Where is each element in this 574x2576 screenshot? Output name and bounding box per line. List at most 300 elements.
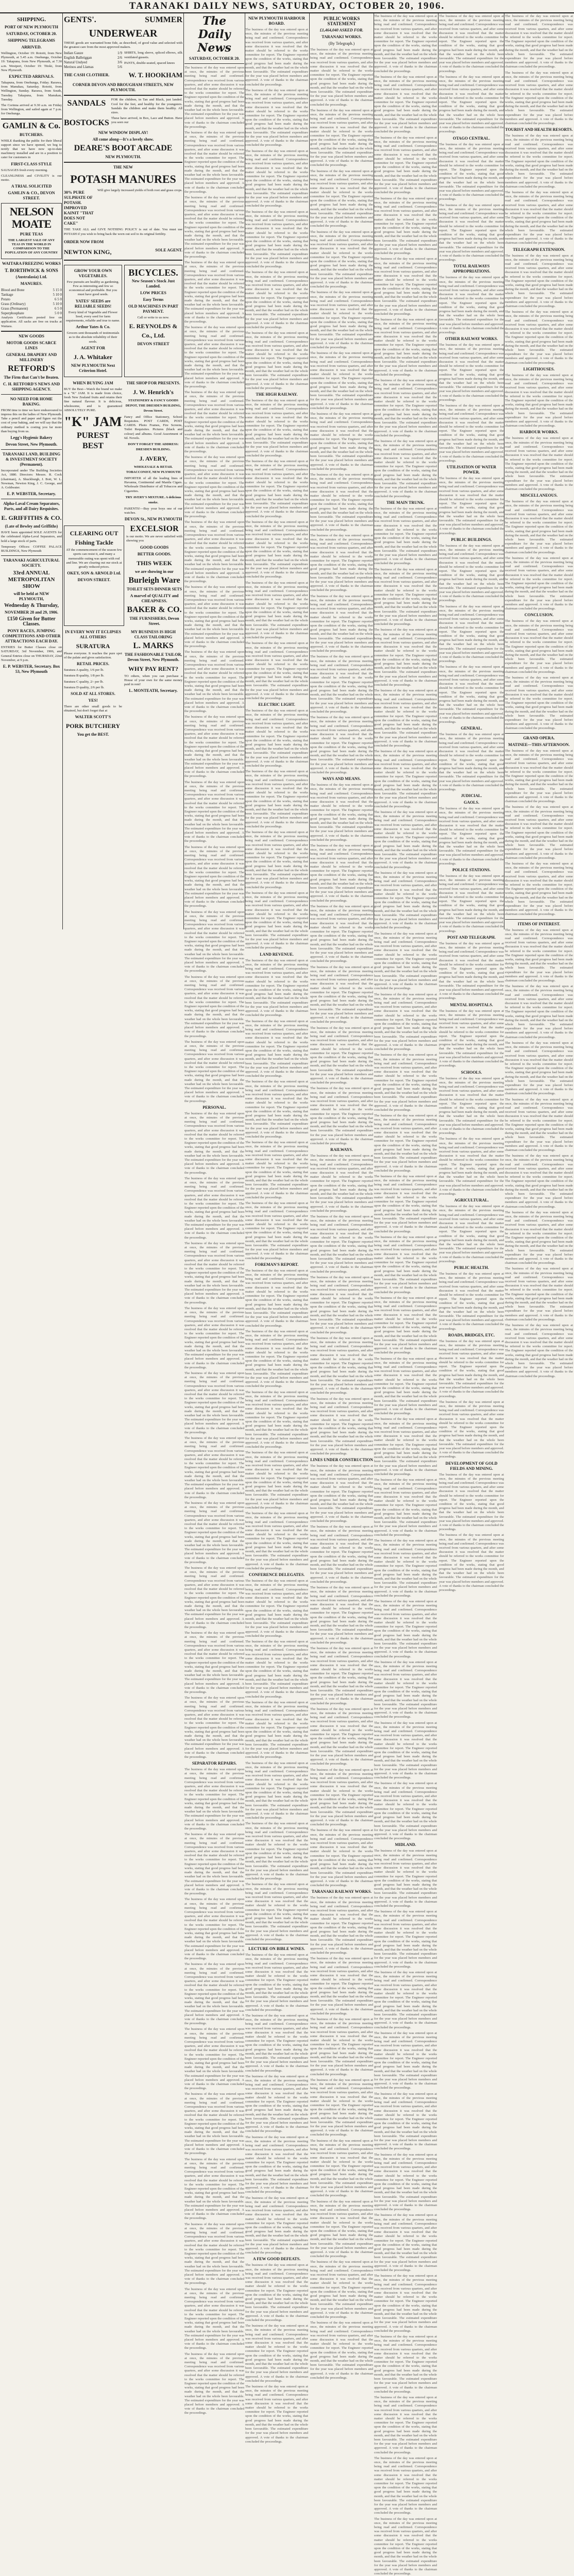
article-paragraph: The business of the day was entered upon at once, the minutes of the previous meeting being read and confirmed. Correspondence was received from various quarters, and after some discussion it was resolved that the matter should be referred to the works committee for report. The Engineer reported upon the condition of the works, stating that good progress had been made during the month, and that the weather had on the whole been favourable. The estimated expenditure for the year was placed before members and approved. A vote of thanks to the chairman concluded the proceedings.	[505, 1267, 573, 1321]
article-body	[245, 1579, 308, 1942]
article-paragraph: The business of the day was entered upon at once, the minutes of the previous meeting being read and confirmed. Correspondence was received from various quarters, and after some discussion it was resolved that the matter should be referred to the works committee for report. The Engineer reported upon the condition of the works, stating that good progress had been made during the month, and that the weather had on the whole been favourable. The estimated expenditure for the year was placed before members and approved. A vote of thanks to the chairman concluded the proceedings.	[374, 1971, 437, 2029]
column-8-news	[505, 14, 573, 1378]
deare-left	[64, 98, 109, 129]
article-paragraph: The business of the day was entered upon at once, the minutes of the previous meeting being read and confirmed. Correspondence was received from various quarters, and after some discussion it was resolved that the matter should be referred to the works committee for report. The Engineer reported upon the condition of the works, stating that good progress had been made during the month, and that the weather had on the whole been favourable. The estimated expenditure for the year was placed before members and approved. A vote of thanks to the chairman concluded the proceedings.	[374, 14, 437, 73]
article-paragraph: The business of the day was entered upon at once, the minutes of the previous meeting being read and confirmed. Correspondence was received from various quarters, and after some discussion it was resolved that the matter should be referred to the works committee for report. The Engineer reported upon the condition of the works, stating that good progress had been made during the month, and that the weather had on the whole been favourable. The estimated expenditure for the year was placed before members and approved. A vote of thanks to the chairman concluded the proceedings.	[184, 1833, 244, 1896]
price-row	[64, 51, 122, 56]
show-date: Wednesday & Thursday,	[4, 603, 59, 609]
best: BEST	[82, 442, 104, 451]
k-jam: "K" JAM	[64, 414, 122, 430]
marvel: A marvel of QUALITY and CHEAPNESS.	[130, 593, 179, 603]
article-paragraph: The business of the day was entered upon at once, the minutes of the previous meeting being read and confirmed. Correspondence was received from various quarters, and after some discussion it was resolved that the matter should be referred to the works committee for report. The Engineer reported upon the condition of the works, stating that good progress had been made during the month, and that the weather had on the whole been favourable. The estimated expenditure for the year was placed before members and approved. A vote of thanks to the chairman concluded the proceedings.	[184, 2222, 244, 2285]
article-paragraph: The business of the day was entered upon at once, the minutes of the previous meeting being read and confirmed. Correspondence was received from various quarters, and after some discussion it was resolved that the matter should be referred to the works committee for report. The Engineer reported upon the condition of the works, stating that good progress had been made during the month, and that the weather had on the whole been favourable. The estimated expenditure for the year was placed before members and approved. A vote of thanks to the chairman concluded the proceedings.	[310, 783, 373, 842]
article-paragraph: The business of the day was entered upon at once, the minutes of the previous meeting being read and confirmed. Correspondence was received from various quarters, and after some discussion it was resolved that the matter should be referred to the works committee for report. The Engineer reported upon the condition of the works, stating that good progress had been made during the month, and that the weather had on the whole been favourable. The estimated expenditure for the year was placed before members and approved. A vote of thanks to the chairman concluded the proceedings.	[245, 331, 308, 390]
article-paragraph: The business of the day was entered upon at once, the minutes of the previous meeting being read and confirmed. Correspondence was received from various quarters, and after some discussion it was resolved that the matter should be referred to the works committee for report. The Engineer reported upon the condition of the works, stating that good progress had been made during the month, and that the weather had on the whole been favourable. The estimated expenditure for the year was placed before members and approved. A vote of thanks to the chairman concluded the proceedings.	[184, 1631, 244, 1694]
article-body	[439, 544, 504, 725]
manure-name: Blood and Bone	[1, 288, 25, 293]
article-paragraph: The business of the day was entered upon at once, the minutes of the previous meeting being read and confirmed. Correspondence was received from various quarters, and after some discussion it was resolved that the matter should be referred to the works committee for report. The Engineer reported upon the condition of the works, stating that good progress had been made during the month, and that the weather had on the whole been favourable. The estimated expenditure for the year was placed before members and approved. A vote of thanks to the chairman concluded the proceedings.	[374, 1660, 437, 1719]
article-body	[439, 1473, 504, 1593]
article-paragraph: The business of the day was entered upon at once, the minutes of the previous meeting being read and confirmed. Correspondence was received from various quarters, and after some discussion it was resolved that the matter should be referred to the works committee for report. The Engineer reported upon the condition of the works, stating that good progress had been made during the month, and that the weather had on the whole been favourable. The estimated expenditure for the year was placed before members and approved. A vote of thanks to the chairman concluded the proceedings.	[439, 1472, 504, 1532]
article-paragraph: The business of the day was entered upon at once, the minutes of the previous meeting being read and confirmed. Correspondence was received from various quarters, and after some discussion it was resolved that the matter should be referred to the works committee for report. The Engineer reported upon the condition of the works, stating that good progress had been made during the month, and that the weather had on the whole been favourable. The estimated expenditure for the year was placed before members and approved. A vote of thanks to the chairman concluded the proceedings.	[184, 975, 244, 1038]
column-4-news	[245, 14, 308, 2444]
article-paragraph: The business of the day was entered upon at once, the minutes of the previous meeting being read and confirmed. Correspondence was received from various quarters, and after some discussion it was resolved that the matter should be referred to the works committee for report. The Engineer reported upon the condition of the works, stating that good progress had been made during the month, and that the weather had on the whole been favourable. The estimated expenditure for the year was placed before members and approved. A vote of thanks to the chairman concluded the proceedings.	[245, 1141, 308, 1199]
deare-ad	[64, 98, 182, 129]
article-paragraph: The business of the day was entered upon at once, the minutes of the previous meeting being read and confirmed. Correspondence was received from various quarters, and after some discussion it was resolved that the matter should be referred to the works committee for report. The Engineer reported upon the condition of the works, stating that good progress had been made during the month, and that the weather had on the whole been favourable. The estimated expenditure for the year was placed before members and approved. A vote of thanks to the chairman concluded the proceedings.	[505, 805, 573, 860]
article-paragraph: The business of the day was entered upon at once, the minutes of the previous meeting being read and confirmed. Correspondence was received from various quarters, and after some discussion it was resolved that the matter should be referred to the works committee for report. The Engineer reported upon the condition of the works, stating that good progress had been made during the month, and that the weather had on the whole been favourable. The estimated expenditure for the year was placed before members and approved. A vote of thanks to the chairman concluded the proceedings.	[184, 650, 244, 714]
purest: PUREST	[76, 431, 110, 440]
baker-ad	[126, 523, 182, 628]
potash-text: 30% PURE SULPHATE OF POTASH. IMPROVED KAINIT "THAT DOES NOT CAKE"	[64, 190, 94, 226]
potash-heading: POTASH MANURES	[70, 173, 176, 186]
ads-row-3	[64, 523, 182, 628]
article-paragraph: The business of the day was entered upon at once, the minutes of the previous meeting being read and confirmed. Correspondence was received from various quarters, and after some discussion it was resolved that the matter should be referred to the works committee for report. The Engineer reported upon the condition of the works, stating that good progress had been made during the month, and that the weather had on the whole been favourable. The estimated expenditure for the year was placed before members and approved. A vote of thanks to the chairman concluded the proceedings.	[374, 75, 437, 134]
article-paragraph: The business of the day was entered upon at once, the minutes of the previous meeting being read and confirmed. Correspondence was received from various quarters, and after some discussion it was resolved that the matter should be referred to the works committee for report. The Engineer reported upon the condition of the works, stating that good progress had been made during the month, and that the weather had on the whole been favourable. The estimated expenditure for the year was placed before members and approved. A vote of thanks to the chairman concluded the proceedings.	[184, 1768, 244, 1831]
potash-note: Will give largely increased yields of both root and grass crops.	[97, 189, 182, 193]
article-paragraph: The business of the day was entered upon at once, the minutes of the previous meeting being read and confirmed. Correspondence was received from various quarters, and after some discussion it was resolved that the matter should be referred to the works committee for report. The Engineer reported upon the condition of the works, stating that good progress had been made during the month, and that the weather had on the whole been favourable. The estimated expenditure for the year was placed before members and approved. A vote of thanks to the chairman concluded the proceedings.	[310, 1828, 373, 1888]
article-paragraph: The business of the day was entered upon at once, the minutes of the previous meeting being read and confirmed. Correspondence was received from various quarters, and after some discussion it was resolved that the matter should be referred to the works committee for report. The Engineer reported upon the condition of the works, stating that good progress had been made during the month, and that the weather had on the whole been favourable. The estimated expenditure for the year was placed before members and approved. A vote of thanks to the chairman concluded the proceedings.	[245, 641, 308, 701]
retail-row: Suratura C quality, 2/- per lb.	[64, 680, 104, 684]
article-paragraph: The business of the day was entered upon at once, the minutes of the previous meeting being read and confirmed. Correspondence was received from various quarters, and after some discussion it was resolved that the matter should be referred to the works committee for report. The Engineer reported upon the condition of the works, stating that good progress had been made during the month, and that the weather had on the whole been favourable. The estimated expenditure for the year was placed before members and approved. A vote of thanks to the chairman concluded the proceedings.	[184, 780, 244, 843]
foreman-heading: FOREMAN'S REPORT.	[255, 1262, 299, 1267]
underwear-banner	[64, 14, 182, 26]
article-paragraph: The business of the day was entered upon at once, the minutes of the previous meeting being read and confirmed. Correspondence was received from various quarters, and after some discussion it was resolved that the matter should be referred to the works committee for report. The Engineer reported upon the condition of the works, stating that good progress had been made during the month, and that the weather had on the whole been favourable. The estimated expenditure for the year was placed before members and approved. A vote of thanks to the chairman concluded the proceedings.	[505, 71, 573, 126]
article-paragraph: The business of the day was entered upon at once, the minutes of the previous meeting being read and confirmed. Correspondence was received from various quarters, and after some discussion it was resolved that the matter should be referred to the works committee for report. The Engineer reported upon the condition of the works, stating that good progress had been made during the month, and that the weather had on the whole been favourable. The estimated expenditure for the year was placed before members and approved. A vote of thanks to the chairman concluded the proceedings.	[374, 1175, 437, 1233]
cleanliness: CLEANLINESS and CIVILITY is our motto.	[1, 174, 62, 182]
article-paragraph: The business of the day was entered upon at once, the minutes of the previous meeting being read and confirmed. Correspondence was received from various quarters, and after some discussion it was resolved that the matter should be referred to the works committee for report. The Engineer reported upon the condition of the works, stating that good progress had been made during the month, and that the weather had on the whole been favourable. The estimated expenditure for the year was placed before members and approved. A vote of thanks to the chairman concluded the proceedings.	[374, 1539, 437, 1598]
article-paragraph: The business of the day was entered upon at once, the minutes of the previous meeting being read and confirmed. Correspondence was received from various quarters, and after some discussion it was resolved that the matter should be referred to the works committee for report. The Engineer reported upon the condition of the works, stating that good progress had been made during the month, and that the weather had on the whole been favourable. The estimated expenditure for the year was placed before members and approved. A vote of thanks to the chairman concluded the proceedings.	[184, 131, 244, 194]
building-text: Incorporated under The Building Societies Act, 1880. Directors: Messrs. R. Cock (chairman), A. Shuckburgh, J. Bott, W. L. Newman, Newton King, J. C. George, and A. Goldwater.	[1, 469, 62, 489]
article-paragraph: The business of the day was entered upon at once, the minutes of the previous meeting being read and confirmed. Correspondence was received from various quarters, and after some discussion it was resolved that the matter should be referred to the works committee for report. The Engineer reported upon the condition of the works, stating that good progress had been made during the month, and that the weather had on the whole been favourable. The estimated expenditure for the year was placed before members and approved. A vote of thanks to the chairman concluded the proceedings.	[439, 75, 504, 134]
corinna-text: The Corinna arrived at 9.30 a.m. on Friday from Wellington, and sailed again at 7 p.m. for Onehunga.	[1, 104, 62, 116]
article-paragraph: The business of the day was entered upon at once, the minutes of the previous meeting being read and confirmed. Correspondence was received from various quarters, and after some discussion it was resolved that the matter should be referred to the works committee for report. The Engineer reported upon the condition of the works, stating that good progress had been made during the month, and that the weather had on the whole been favourable. The estimated expenditure for the year was placed before members and approved. A vote of thanks to the chairman concluded the proceedings.	[310, 2199, 373, 2259]
masthead-title: TARANAKI DAILY NEWS, SATURDAY, OCTOBER 20, 1906.	[129, 1, 445, 11]
legg-sub: Devon Street, New Plymouth.	[5, 442, 58, 447]
article-paragraph: The business of the day was entered upon at once, the minutes of the previous meeting being read and confirmed. Correspondence was received from various quarters, and after some discussion it was resolved that the matter should be referred to the works committee for report. The Engineer reported upon the condition of the works, stating that good progress had been made during the month, and that the weather had on the whole been favourable. The estimated expenditure for the year was placed before members and approved. A vote of thanks to the chairman concluded the proceedings.	[310, 169, 373, 228]
article-paragraph: The business of the day was entered upon at once, the minutes of the previous meeting being read and confirmed. Correspondence was received from various quarters, and after some discussion it was resolved that the matter should be referred to the works committee for report. The Engineer reported upon the condition of the works, stating that good progress had been made during the month, and that the weather had on the whole been favourable. The estimated expenditure for the year was placed before members and approved. A vote of thanks to the chairman concluded the proceedings.	[439, 1205, 504, 1263]
article-paragraph: The business of the day was entered upon at once, the minutes of the previous meeting being read and confirmed. Correspondence was received from various quarters, and after some discussion it was resolved that the matter should be referred to the works committee for report. The Engineer reported upon the condition of the works, stating that good progress had been made during the month, and that the weather had on the whole been favourable. The estimated expenditure for the year was placed before members and approved. A vote of thanks to the chairman concluded the proceedings.	[245, 1639, 308, 1699]
underwear-prices	[64, 51, 122, 70]
article-body	[245, 959, 308, 1261]
article-paragraph: The business of the day was entered upon at once, the minutes of the previous meeting being read and confirmed. Correspondence was received from various quarters, and after some discussion it was resolved that the matter should be referred to the works committee for report. The Engineer reported upon the condition of the works, stating that good progress had been made during the month, and that the weather had on the whole been favourable. The estimated expenditure for the year was placed before members and approved. A vote of thanks to the chairman concluded the proceedings.	[439, 276, 504, 335]
retford-sub: The Firm that Can't be Beaten.	[4, 375, 59, 380]
griffiths-text: HAVE been appointed SOLE AGENTS for the celebrated Alpha-Laval Separators, and hold a large stock of parts.	[1, 531, 62, 543]
article-paragraph: The business of the day was entered upon at once, the minutes of the previous meeting being read and confirmed. Correspondence was received from various quarters, and after some discussion it was resolved that the matter should be referred to the works committee for report. The Engineer reported upon the condition of the works, stating that good progress had been made during the month, and that the weather had on the whole been favourable. The estimated expenditure for the year was placed before members and approved. A vote of thanks to the chairman concluded the proceedings.	[310, 2139, 373, 2198]
article-paragraph: The business of the day was entered upon at once, the minutes of the previous meeting being read and confirmed. Correspondence was received from various quarters, and after some discussion it was resolved that the matter should be referred to the works committee for report. The Engineer reported upon the condition of the works, stating that good progress had been made during the month, and that the weather had on the whole been favourable. The estimated expenditure for the year was placed before members and approved. A vote of thanks to the chairman concluded the proceedings.	[505, 928, 573, 983]
article-paragraph: The business of the day was entered upon at once, the minutes of the previous meeting being read and confirmed. Correspondence was received from various quarters, and after some discussion it was resolved that the matter should be referred to the works committee for report. The Engineer reported upon the condition of the works, stating that good progress had been made during the month, and that the weather had on the whole been favourable. The estimated expenditure for the year was placed before members and approved. A vote of thanks to the chairman concluded the proceedings.	[184, 1371, 244, 1434]
article-body	[245, 2263, 308, 2444]
society: TARANAKI AGRICULTURAL SOCIETY.	[3, 558, 60, 568]
gents: GENTS'.	[64, 15, 96, 24]
gamlin-heading: GAMLIN & Co.	[2, 121, 61, 130]
webster-2: E. P. WEBSTER, Secretary. Box 53, New Plymouth	[3, 664, 60, 674]
harbour-heading: NEW PLYMOUTH HARBOUR BOARD.	[248, 16, 306, 26]
statement-heading: PUBLIC WORKS STATEMENT	[323, 16, 360, 26]
article-paragraph: The business of the day was entered upon at once, the minutes of the previous meeting being read and confirmed. Correspondence was received from various quarters, and after some discussion it was resolved that the matter should be referred to the works committee for report. The Engineer reported upon the condition of the works, stating that good progress had been made during the month, and that the weather had on the whole been favourable. The estimated expenditure for the year was placed before members and approved. A vote of thanks to the chairman concluded the proceedings.	[245, 88, 308, 147]
article-body	[310, 1464, 373, 1888]
article-paragraph: The business of the day was entered upon at once, the minutes of the previous meeting being read and confirmed. Correspondence was received from various quarters, and after some discussion it was resolved that the matter should be referred to the works committee for report. The Engineer reported upon the condition of the works, stating that good progress had been made during the month, and that the weather had on the whole been favourable. The estimated expenditure for the year was placed before members and approved. A vote of thanks to the chairman concluded the proceedings.	[245, 2324, 308, 2383]
article-paragraph: The business of the day was entered upon at once, the minutes of the previous meeting being read and confirmed. Correspondence was received from various quarters, and after some discussion it was resolved that the matter should be referred to the works committee for report. The Engineer reported upon the condition of the works, stating that good progress had been made during the month, and that the weather had on the whole been favourable. The estimated expenditure for the year was placed before members and approved. A vote of thanks to the chairman concluded the proceedings.	[505, 1097, 573, 1152]
okey: OKEY, SON & ARNOLD Ltd.	[67, 571, 121, 576]
marks-sub: THE FASHIONABLE TAILOR, Devon Street, New Plymouth.	[124, 652, 182, 662]
drapery: GENERAL DRAPERY AND MILLINERY	[6, 352, 57, 362]
article-paragraph: The business of the day was entered upon at once, the minutes of the previous meeting being read and confirmed. Correspondence was received from various quarters, and after some discussion it was resolved that the matter should be referred to the works committee for report. The Engineer reported upon the condition of the works, stating that good progress had been made during the month, and that the weather had on the whole been favourable. The estimated expenditure for the year was placed before members and approved. A vote of thanks to the chairman concluded the proceedings.	[505, 985, 573, 1039]
article-paragraph: The business of the day was entered upon at once, the minutes of the previous meeting being read and confirmed. Correspondence was received from various quarters, and after some discussion it was resolved that the matter should be referred to the works committee for report. The Engineer reported upon the condition of the works, stating that good progress had been made during the month, and that the weather had on the whole been favourable. The estimated expenditure for the year was placed before members and approved. A vote of thanks to the chairman concluded the proceedings.	[184, 1111, 244, 1175]
article-paragraph: The business of the day was entered upon at once, the minutes of the previous meeting being read and confirmed. Correspondence was received from various quarters, and after some discussion it was resolved that the matter should be referred to the works committee for report. The Engineer reported upon the condition of the works, stating that good progress had been made during the month, and that the weather had on the whole been favourable. The estimated expenditure for the year was placed before members and approved. A vote of thanks to the chairman concluded the proceedings.	[505, 500, 573, 554]
article-paragraph: The business of the day was entered upon at once, the minutes of the previous meeting being read and confirmed. Correspondence was received from various quarters, and after some discussion it was resolved that the matter should be referred to the works committee for report. The Engineer reported upon the condition of the works, stating that good progress had been made during the month, and that the weather had on the whole been favourable. The estimated expenditure for the year was placed before members and approved. A vote of thanks to the chairman concluded the proceedings.	[374, 2456, 437, 2515]
article-body	[439, 477, 504, 536]
best-get: You get the BEST.	[77, 732, 109, 737]
newton-sign	[64, 246, 182, 258]
article-paragraph: The business of the day was entered upon at once, the minutes of the previous meeting being read and confirmed. Correspondence was received from various quarters, and after some discussion it was resolved that the matter should be referred to the works committee for report. The Engineer reported upon the condition of the works, stating that good progress had been made during the month, and that the weather had on the whole been favourable. The estimated expenditure for the year was placed before members and approved. A vote of thanks to the chairman concluded the proceedings.	[245, 1201, 308, 1260]
article-paragraph: The business of the day was entered upon at once, the minutes of the previous meeting being read and confirmed. Correspondence was received from various quarters, and after some discussion it was resolved that the matter should be referred to the works committee for report. The Engineer reported upon the condition of the works, stating that good progress had been made during the month, and that the weather had on the whole been favourable. The estimated expenditure for the year was placed before members and approved. A vote of thanks to the chairman concluded the proceedings.	[374, 2031, 437, 2090]
article-paragraph: The business of the day was entered upon at once, the minutes of the previous meeting being read and confirmed. Correspondence was received from various quarters, and after some discussion it was resolved that the matter should be referred to the works committee for report. The Engineer reported upon the condition of the works, stating that good progress had been made during the month, and that the weather had on the whole been favourable. The estimated expenditure for the year was placed before members and approved. A vote of thanks to the chairman concluded the proceedings.	[505, 619, 573, 674]
article-paragraph: The business of the day was entered upon at once, the minutes of the previous meeting being read and confirmed. Correspondence was received from various quarters, and after some discussion it was resolved that the matter should be referred to the works committee for report. The Engineer reported upon the condition of the works, stating that good progress had been made during the month, and that the weather had on the whole been favourable. The estimated expenditure for the year was placed before members and approved. A vote of thanks to the chairman concluded the proceedings.	[310, 1957, 373, 2015]
underwear-notes	[124, 51, 182, 70]
article-paragraph: The business of the day was entered upon at once, the minutes of the previous meeting being read and confirmed. Correspondence was received from various quarters, and after some discussion it was resolved that the matter should be referred to the works committee for report. The Engineer reported upon the condition of the works, stating that good progress had been made during the month, and that the weather had on the whole been favourable. The estimated expenditure for the year was placed before members and approved. A vote of thanks to the chairman concluded the proceedings.	[374, 2395, 437, 2454]
article-paragraph: The business of the day was entered upon at once, the minutes of the previous meeting being read and confirmed. Correspondence was received from various quarters, and after some discussion it was resolved that the matter should be referred to the works committee for report. The Engineer reported upon the condition of the works, stating that good progress had been made during the month, and that the weather had on the whole been favourable. The estimated expenditure for the year was placed before members and approved. A vote of thanks to the chairman concluded the proceedings.	[310, 1154, 373, 1213]
article-paragraph: The business of the day was entered upon at once, the minutes of the previous meeting being read and confirmed. Correspondence was received from various quarters, and after some discussion it was resolved that the matter should be referred to the works committee for report. The Engineer reported upon the condition of the works, stating that good progress had been made during the month, and that the weather had on the whole been favourable. The estimated expenditure for the year was placed before members and approved. A vote of thanks to the chairman concluded the proceedings.	[184, 1501, 244, 1564]
column-rule	[183, 13, 184, 929]
article-body	[439, 276, 504, 335]
otago-heading: OTAGO CENTRAL.	[452, 135, 491, 141]
manure-price: 5 10 0	[53, 293, 62, 297]
manure-price: 5 15 0	[53, 288, 62, 293]
column-7-news	[439, 14, 504, 1592]
general-heading: GENERAL.	[461, 726, 482, 731]
article-paragraph: The business of the day was entered upon at once, the minutes of the previous meeting being read and confirmed. Correspondence was received from various quarters, and after some discussion it was resolved that the matter should be referred to the works committee for report. The Engineer reported upon the condition of the works, stating that good progress had been made during the month, and that the weather had on the whole been favourable. The estimated expenditure for the year was placed before members and approved. A vote of thanks to the chairman concluded the proceedings.	[184, 585, 244, 649]
this-week-sub: we are showing in our	[135, 569, 174, 574]
tea-sub: PURE TEAS	[20, 232, 43, 237]
article-paragraph: The business of the day was entered upon at once, the minutes of the previous meeting being read and confirmed. Correspondence was received from various quarters, and after some discussion it was resolved that the matter should be referred to the works committee for report. The Engineer reported upon the condition of the works, stating that good progress had been made during the month, and that the weather had on the whole been favourable. The estimated expenditure for the year was placed before members and approved. A vote of thanks to the chairman concluded the proceedings.	[184, 1696, 244, 1759]
avery-text: IMPORTER of all the leading lines of Havanna, Continental and Manila Cigars. Wholesale Distributor of all Tobaccos and Cigarettes.	[124, 477, 182, 493]
construction-heading: LINES UNDER CONSTRUCTION	[310, 1458, 373, 1463]
article-paragraph: The business of the day was entered upon at once, the minutes of the previous meeting being read and confirmed. Correspondence was received from various quarters, and after some discussion it was resolved that the matter should be referred to the works committee for report. The Engineer reported upon the condition of the works, stating that good progress had been made during the month, and that the weather had on the whole been favourable. The estimated expenditure for the year was placed before members and approved. A vote of thanks to the chairman concluded the proceedings.	[310, 2260, 373, 2319]
article-paragraph: The business of the day was entered upon at once, the minutes of the previous meeting being read and confirmed. Correspondence was received from various quarters, and after some discussion it was resolved that the matter should be referred to the works committee for report. The Engineer reported upon the condition of the works, stating that good progress had been made during the month, and that the weather had on the whole been favourable. The estimated expenditure for the year was placed before members and approved. A vote of thanks to the chairman concluded the proceedings.	[374, 318, 437, 377]
walter: WALTER SCOTT'S	[75, 715, 111, 720]
article-paragraph: The business of the day was entered upon at once, the minutes of the previous meeting being read and confirmed. Correspondence was received from various quarters, and after some discussion it was resolved that the matter should be referred to the works committee for report. The Engineer reported upon the condition of the works, stating that good progress had been made during the month, and that the weather had on the whole been favourable. The estimated expenditure for the year was placed before members and approved. A vote of thanks to the chairman concluded the proceedings.	[310, 1397, 373, 1456]
land-heading: LAND REVENUE.	[260, 952, 294, 957]
article-paragraph: The business of the day was entered upon at once, the minutes of the previous meeting being read and confirmed. Correspondence was received from various quarters, and after some discussion it was resolved that the matter should be referred to the works committee for report. The Engineer reported upon the condition of the works, stating that good progress had been made during the month, and that the weather had on the whole been favourable. The estimated expenditure for the year was placed before members and approved. A vote of thanks to the chairman concluded the proceedings.	[310, 1464, 373, 1523]
article-paragraph: The business of the day was entered upon at once, the minutes of the previous meeting being read and confirmed. Correspondence was received from various quarters, and after some discussion it was resolved that the matter should be referred to the works committee for report. The Engineer reported upon the condition of the works, stating that good progress had been made during the month, and that the weather had on the whole been favourable. The estimated expenditure for the year was placed before members and approved. A vote of thanks to the chairman concluded the proceedings.	[245, 270, 308, 330]
manure-price-list	[1, 288, 62, 316]
date-line: SATURDAY, OCTOBER 20.	[6, 31, 57, 36]
the-new: THE NEW	[113, 165, 133, 170]
potash-details	[64, 189, 182, 228]
manure-name: Grass (Permanent)	[1, 307, 28, 311]
dresden: DON'T FORGET THE ADDRESS: DRESDEN BUILDING.	[128, 443, 179, 452]
article-paragraph: The business of the day was entered upon at once, the minutes of the previous meeting being read and confirmed. Correspondence was received from various quarters, and after some discussion it was resolved that the matter should be referred to the works committee for report. The Engineer reported upon the condition of the works, stating that good progress had been made during the month, and that the weather had on the whole been favourable. The estimated expenditure for the year was placed before members and approved. A vote of thanks to the chairman concluded the proceedings.	[245, 1512, 308, 1570]
article-paragraph: The business of the day was entered upon at once, the minutes of the previous meeting being read and confirmed. Correspondence was received from various quarters, and after some discussion it was resolved that the matter should be referred to the works committee for report. The Engineer reported upon the condition of the works, stating that good progress had been made during the month, and that the weather had on the whole been favourable. The estimated expenditure for the year was placed before members and approved. A vote of thanks to the chairman concluded the proceedings.	[439, 874, 504, 933]
sold: SOLD AT ALL STORES.	[71, 691, 115, 696]
article-paragraph: The business of the day was entered upon at once, the minutes of the previous meeting being read and confirmed. Correspondence was received from various quarters, and after some discussion it was resolved that the matter should be referred to the works committee for report. The Engineer reported upon the condition of the works, stating that good progress had been made during the month, and that the weather had on the whole been favourable. The estimated expenditure for the year was placed before members and approved. A vote of thanks to the chairman concluded the proceedings.	[184, 196, 244, 259]
article-paragraph: The business of the day was entered upon at once, the minutes of the previous meeting being read and confirmed. Correspondence was received from various quarters, and after some discussion it was resolved that the matter should be referred to the works committee for report. The Engineer reported upon the condition of the works, stating that good progress had been made during the month, and that the weather had on the whole been favourable. The estimated expenditure for the year was placed before members and approved. A vote of thanks to the chairman concluded the proceedings.	[184, 1040, 244, 1103]
article-paragraph: The business of the day was entered upon at once, the minutes of the previous meeting being read and confirmed. Correspondence was received from various quarters, and after some discussion it was resolved that the matter should be referred to the works committee for report. The Engineer reported upon the condition of the works, stating that good progress had been made during the month, and that the weather had on the whole been favourable. The estimated expenditure for the year was placed before members and approved. A vote of thanks to the chairman concluded the proceedings.	[374, 1114, 437, 1173]
article-paragraph: The business of the day was entered upon at once, the minutes of the previous meeting being read and confirmed. Correspondence was received from various quarters, and after some discussion it was resolved that the matter should be referred to the works committee for report. The Engineer reported upon the condition of the works, stating that good progress had been made during the month, and that the weather had on the whole been favourable. The estimated expenditure for the year was placed before members and approved. A vote of thanks to the chairman concluded the proceedings.	[310, 716, 373, 774]
harbour-works-heading: HARBOUR WORKS.	[519, 430, 559, 435]
henrich-sub: STATIONERY & FANCY GOODS DEPOT, THE DRESDEN BUILDING, Devon Street.	[125, 398, 181, 413]
article-paragraph: The business of the day was entered upon at once, the minutes of the previous meeting being read and confirmed. Correspondence was received from various quarters, and after some discussion it was resolved that the matter should be referred to the works committee for report. The Engineer reported upon the condition of the works, stating that good progress had been made during the month, and that the weather had on the whole been favourable. The estimated expenditure for the year was placed before members and approved. A vote of thanks to the chairman concluded the proceedings.	[439, 476, 504, 535]
article-body	[374, 14, 437, 499]
price-name: English Balbriggan	[64, 56, 92, 60]
window-display: NEW WINDOW DISPLAY!	[98, 130, 148, 135]
article-paragraph: The business of the day was entered upon at once, the minutes of the previous meeting being read and confirmed. Correspondence was received from various quarters, and after some discussion it was resolved that the matter should be referred to the works committee for report. The Engineer reported upon the condition of the works, stating that good progress had been made during the month, and that the weather had on the whole been favourable. The estimated expenditure for the year was placed before members and approved. A vote of thanks to the chairman concluded the proceedings.	[184, 261, 244, 324]
article-paragraph: The business of the day was entered upon at once, the minutes of the previous meeting being read and confirmed. Correspondence was received from various quarters, and after some discussion it was resolved that the matter should be referred to the works committee for report. The Engineer reported upon the condition of the works, stating that good progress had been made during the month, and that the weather had on the whole been favourable. The estimated expenditure for the year was placed before members and approved. A vote of thanks to the chairman concluded the proceedings.	[439, 14, 504, 73]
price-value: 1/9	[117, 51, 122, 56]
avery: J. AVERY,	[139, 455, 167, 463]
conference-heading: CONFERENCE DELEGATES.	[248, 1572, 305, 1578]
article-paragraph: The business of the day was entered upon at once, the minutes of the previous meeting being read and confirmed. Correspondence was received from various quarters, and after some discussion it was resolved that the matter should be referred to the works committee for report. The Engineer reported upon the condition of the works, stating that good progress had been made during the month, and that the weather had on the whole been favourable. The estimated expenditure for the year was placed before members and approved. A vote of thanks to the chairman concluded the proceedings.	[310, 1768, 373, 1827]
article-paragraph: The business of the day was entered upon at once, the minutes of the previous meeting being read and confirmed. Correspondence was received from various quarters, and after some discussion it was resolved that the matter should be referred to the works committee for report. The Engineer reported upon the condition of the works, stating that good progress had been made during the month, and that the weather had on the whole been favourable. The estimated expenditure for the year was placed before members and approved. A vote of thanks to the chairman concluded the proceedings.	[310, 1896, 373, 1955]
telegrams-heading: SHIPPING TELEGRAMS	[8, 38, 55, 43]
divider	[1, 118, 62, 120]
article-paragraph: The business of the day was entered upon at once, the minutes of the previous meeting being read and confirmed. Correspondence was received from various quarters, and after some discussion it was resolved that the matter should be referred to the works committee for report. The Engineer reported upon the condition of the works, stating that good progress had been made during the month, and that the weather had on the whole been favourable. The estimated expenditure for the year was placed before members and approved. A vote of thanks to the chairman concluded the proceedings.	[310, 1275, 373, 1334]
article-body	[505, 928, 573, 1379]
article-paragraph: The business of the day was entered upon at once, the minutes of the previous meeting being read and confirmed. Correspondence was received from various quarters, and after some discussion it was resolved that the matter should be referred to the works committee for report. The Engineer reported upon the condition of the works, stating that good progress had been made during the month, and that the weather had on the whole been favourable. The estimated expenditure for the year was placed before members and approved. A vote of thanks to the chairman concluded the proceedings.	[374, 506, 437, 566]
article-paragraph: The business of the day was entered upon at once, the minutes of the previous meeting being read and confirmed. Correspondence was received from various quarters, and after some discussion it was resolved that the matter should be referred to the works committee for report. The Engineer reported upon the condition of the works, stating that good progress had been made during the month, and that the weather had on the whole been favourable. The estimated expenditure for the year was placed before members and approved. A vote of thanks to the chairman concluded the proceedings.	[374, 1417, 437, 1477]
article-paragraph: The business of the day was entered upon at once, the minutes of the previous meeting being read and confirmed. Correspondence was received from various quarters, and after some discussion it was resolved that the matter should be referred to the works committee for report. The Engineer reported upon the condition of the works, stating that good progress had been made during the month, and that the weather had on the whole been favourable. The estimated expenditure for the year was placed before members and approved. A vote of thanks to the chairman concluded the proceedings.	[310, 2321, 373, 2380]
webster: E. P. WEBSTER, Secretary.	[7, 492, 56, 497]
article-body	[439, 14, 504, 134]
retail-row: Suratura B quality, 1/8 per lb.	[64, 674, 105, 678]
article-paragraph: The business of the day was entered upon at once, the minutes of the previous meeting being read and confirmed. Correspondence was received from various quarters, and after some discussion it was resolved that the matter should be referred to the works committee for report. The Engineer reported upon the condition of the works, stating that good progress had been made during the month, and that the weather had on the whole been favourable. The estimated expenditure for the year was placed before members and approved. A vote of thanks to the chairman concluded the proceedings.	[374, 628, 437, 687]
article-paragraph: The business of the day was entered upon at once, the minutes of the previous meeting being read and confirmed. Correspondence was received from various quarters, and after some discussion it was resolved that the matter should be referred to the works committee for report. The Engineer reported upon the condition of the works, stating that good progress had been made during the month, and that the weather had on the whole been favourable. The estimated expenditure for the year was placed before members and approved. A vote of thanks to the chairman concluded the proceedings.	[439, 142, 504, 201]
article-paragraph: The business of the day was entered upon at once, the minutes of the previous meeting being read and confirmed. Correspondence was received from various quarters, and after some discussion it was resolved that the matter should be referred to the works committee for report. The Engineer reported upon the condition of the works, stating that good progress had been made during the month, and that the weather had on the whole been favourable. The estimated expenditure for the year was placed before members and approved. A vote of thanks to the chairman concluded the proceedings.	[245, 28, 308, 87]
article-paragraph: The business of the day was entered upon at once, the minutes of the previous meeting being read and confirmed. Correspondence was received from various quarters, and after some discussion it was resolved that the matter should be referred to the works committee for report. The Engineer reported upon the condition of the works, stating that good progress had been made during the month, and that the weather had on the whole been favourable. The estimated expenditure for the year was placed before members and approved. A vote of thanks to the chairman concluded the proceedings.	[310, 108, 373, 167]
easy-terms: Easy Terms	[143, 297, 164, 302]
article-paragraph: The business of the day was entered upon at once, the minutes of the previous meeting being read and confirmed. Correspondence was received from various quarters, and after some discussion it was resolved that the matter should be referred to the works committee for report. The Engineer reported upon the condition of the works, stating that good progress had been made during the month, and that the weather had on the whole been favourable. The estimated expenditure for the year was placed before members and approved. A vote of thanks to the chairman concluded the proceedings.	[374, 257, 437, 316]
main-trunk-heading: THE MAIN TRUNK.	[386, 500, 425, 505]
article-paragraph: The business of the day was entered upon at once, the minutes of the previous meeting being read and confirmed. Correspondence was received from various quarters, and after some discussion it was resolved that the matter should be referred to the works committee for report. The Engineer reported upon the condition of the works, stating that good progress had been made during the month, and that the weather had on the whole been favourable. The estimated expenditure for the year was placed before members and approved. A vote of thanks to the chairman concluded the proceedings.	[374, 2092, 437, 2151]
price-value: 5/6	[117, 65, 122, 70]
price-name: Merinos and Llamas	[64, 65, 94, 70]
retail-row: Suratura A quality, 1/6 per lb.	[64, 668, 104, 672]
defeat-heading: A FEW GOOD DEFEATS.	[252, 2257, 301, 2262]
manures-heading: MANURES.	[20, 281, 43, 286]
article-paragraph: The business of the day was entered upon at once, the minutes of the previous meeting being read and confirmed. Correspondence was received from various quarters, and after some discussion it was resolved that the matter should be referred to the works committee for report. The Engineer reported upon the condition of the works, stating that good progress had been made during the month, and that the weather had on the whole been favourable. The estimated expenditure for the year was placed before members and approved. A vote of thanks to the chairman concluded the proceedings.	[439, 1009, 504, 1068]
article-paragraph: The business of the day was entered upon at once, the minutes of the previous meeting being read and confirmed. Correspondence was received from various quarters, and after some discussion it was resolved that the matter should be referred to the works committee for report. The Engineer reported upon the condition of the works, stating that good progress had been made during the month, and that the weather had on the whole been favourable. The estimated expenditure for the year was placed before members and approved. A vote of thanks to the chairman concluded the proceedings.	[374, 1599, 437, 1658]
article-paragraph: The business of the day was entered upon at once, the minutes of the previous meeting being read and confirmed. Correspondence was received from various quarters, and after some discussion it was resolved that the matter should be referred to the works committee for report. The Engineer reported upon the condition of the works, stating that good progress had been made during the month, and that the weather had on the whole been favourable. The estimated expenditure for the year was placed before members and approved. A vote of thanks to the chairman concluded the proceedings.	[505, 676, 573, 731]
divider	[1, 555, 62, 556]
manure-row	[1, 302, 62, 307]
fishing-heading: CLEARING OUT Fishing Tackle	[70, 530, 119, 547]
building-heading: TARANAKI LAND, BUILDING & INVESTMENT SOCIETY (Permanent).	[2, 452, 61, 467]
article-body	[439, 807, 504, 866]
article-paragraph: The business of the day was entered upon at once, the minutes of the previous meeting being read and confirmed. Correspondence was received from various quarters, and after some discussion it was resolved that the matter should be referred to the works committee for report. The Engineer reported upon the condition of the works, stating that good progress had been made during the month, and that the weather had on the whole been favourable. The estimated expenditure for the year was placed before members and approved. A vote of thanks to the chairman concluded the proceedings.	[439, 404, 504, 463]
article-paragraph: The business of the day was entered upon at once, the minutes of the previous meeting being read and confirmed. Correspondence was received from various quarters, and after some discussion it was resolved that the matter should be referred to the works committee for report. The Engineer reported upon the condition of the works, stating that good progress had been made during the month, and that the weather had on the whole been favourable. The estimated expenditure for the year was placed before members and approved. A vote of thanks to the chairman concluded the proceedings.	[374, 1721, 437, 1780]
pony: PONY RACES, JUMPING COMPETITIONS AND OTHER ATTRACTIONS EACH DAY.	[2, 629, 61, 644]
article-paragraph: The business of the day was entered upon at once, the minutes of the previous meeting being read and confirmed. Correspondence was received from various quarters, and after some discussion it was resolved that the matter should be referred to the works committee for report. The Engineer reported upon the condition of the works, stating that good progress had been made during the month, and that the weather had on the whole been favourable. The estimated expenditure for the year was placed before members and approved. A vote of thanks to the chairman concluded the proceedings.	[184, 455, 244, 519]
borthwick-sub: (Australasia) Ltd.	[15, 275, 47, 280]
manure-row	[1, 307, 62, 311]
old-machines: OLD MACHINES IN PART PAYMENT.	[128, 303, 179, 314]
pork: PORK BUTCHERY	[65, 722, 121, 730]
article-paragraph: The business of the day was entered upon at once, the minutes of the previous meeting being read and confirmed. Correspondence was received from various quarters, and after some discussion it was resolved that the matter should be referred to the works committee for report. The Engineer reported upon the condition of the works, stating that good progress had been made during the month, and that the weather had on the whole been favourable. The estimated expenditure for the year was placed before members and approved. A vote of thanks to the chairman concluded the proceedings.	[184, 1176, 244, 1240]
article-paragraph: The business of the day was entered upon at once, the minutes of the previous meeting being read and confirmed. Correspondence was received from various quarters, and after some discussion it was resolved that the matter should be referred to the works committee for report. The Engineer reported upon the condition of the works, stating that good progress had been made during the month, and that the weather had on the whole been favourable. The estimated expenditure for the year was placed before members and approved. A vote of thanks to the chairman concluded the proceedings.	[310, 291, 373, 350]
telegraph-heading: TELEGRAPH EXTENSION.	[513, 247, 565, 252]
article-paragraph: The business of the day was entered upon at once, the minutes of the previous meeting being read and confirmed. Correspondence was received from various quarters, and after some discussion it was resolved that the matter should be referred to the works committee for report. The Engineer reported upon the condition of the works, stating that good progress had been made during the month, and that the weather had on the whole been favourable. The estimated expenditure for the year was placed before members and approved. A vote of thanks to the chairman concluded the proceedings.	[310, 1646, 373, 1705]
temporary-offices: Temporary Offices: COFFEE PALACE BUILDINGS, New Plymouth	[1, 545, 62, 553]
agent-for: AGENT FOR	[80, 345, 106, 350]
hookham: W. T. HOOKHAM	[128, 71, 182, 79]
railway-works-heading: TARANAKI RAILWAY WORKS.	[311, 1889, 372, 1894]
article-paragraph: The business of the day was entered upon at once, the minutes of the previous meeting being read and confirmed. Correspondence was received from various quarters, and after some discussion it was resolved that the matter should be referred to the works committee for report. The Engineer reported upon the condition of the works, stating that good progress had been made during the month, and that the weather had on the whole been favourable. The estimated expenditure for the year was placed before members and approved. A vote of thanks to the chairman concluded the proceedings.	[505, 556, 573, 611]
article-paragraph: The business of the day was entered upon at once, the minutes of the previous meeting being read and confirmed. Correspondence was received from various quarters, and after some discussion it was resolved that the matter should be referred to the works committee for report. The Engineer reported upon the condition of the works, stating that good progress had been made during the month, and that the weather had on the whole been favourable. The estimated expenditure for the year was placed before members and approved. A vote of thanks to the chairman concluded the proceedings.	[245, 1700, 308, 1759]
article-paragraph: The business of the day was entered upon at once, the minutes of the previous meeting being read and confirmed. Correspondence was received from various quarters, and after some discussion it was resolved that the matter should be referred to the works committee for report. The Engineer reported upon the condition of the works, stating that good progress had been made during the month, and that the weather had on the whole been favourable. The estimated expenditure for the year was placed before members and approved. A vote of thanks to the chairman concluded the proceedings.	[184, 2287, 244, 2350]
article-paragraph: The business of the day was entered upon at once, the minutes of the previous meeting being read and confirmed. Correspondence was received from various quarters, and after some discussion it was resolved that the matter should be referred to the works committee for report. The Engineer reported upon the condition of the works, stating that good progress had been made during the month, and that the weather had on the whole been favourable. The estimated expenditure for the year was placed before members and approved. A vote of thanks to the chairman concluded the proceedings.	[184, 1241, 244, 1304]
article-paragraph: The business of the day was entered upon at once, the minutes of the previous meeting being read and confirmed. Correspondence was received from various quarters, and after some discussion it was resolved that the matter should be referred to the works committee for report. The Engineer reported upon the condition of the works, stating that good progress had been made during the month, and that the weather had on the whole been favourable. The estimated expenditure for the year was placed before members and approved. A vote of thanks to the chairman concluded the proceedings.	[310, 351, 373, 410]
opera-heading: GRAND OPERA.	[523, 735, 555, 740]
column-3-editorial	[184, 14, 244, 2415]
article-body	[245, 1269, 308, 1571]
article-paragraph: The business of the day was entered upon at once, the minutes of the previous meeting being read and confirmed. Correspondence was received from various quarters, and after some discussion it was resolved that the matter should be referred to the works committee for report. The Engineer reported upon the condition of the works, stating that good progress had been made during the month, and that the weather had on the whole been favourable. The estimated expenditure for the year was placed before members and approved. A vote of thanks to the chairman concluded the proceedings.	[374, 1357, 437, 1416]
article-paragraph: The business of the day was entered upon at once, the minutes of the previous meeting being read and confirmed. Correspondence was received from various quarters, and after some discussion it was resolved that the matter should be referred to the works committee for report. The Engineer reported upon the condition of the works, stating that good progress had been made during the month, and that the weather had on the whole been favourable. The estimated expenditure for the year was placed before members and approved. A vote of thanks to the chairman concluded the proceedings.	[245, 1822, 308, 1881]
when-buying: WHEN BUYING JAM	[73, 380, 113, 385]
article-paragraph: The business of the day was entered upon at once, the minutes of the previous meeting being read and confirmed. Correspondence was received from various quarters, and after some discussion it was resolved that the matter should be referred to the works committee for report. The Engineer reported upon the condition of the works, stating that good progress had been made during the month, and that the weather had on the whole been favourable. The estimated expenditure for the year was placed before members and approved. A vote of thanks to the chairman concluded the proceedings.	[245, 709, 308, 768]
article-body	[245, 709, 308, 950]
column-1-ads	[1, 14, 62, 929]
cash-clothier: THE CASH CLOTHIER.	[64, 73, 110, 78]
article-paragraph: The business of the day was entered upon at once, the minutes of the previous meeting being read and confirmed. Correspondence was received from various quarters, and after some discussion it was resolved that the matter should be referred to the works committee for report. The Engineer reported upon the condition of the works, stating that good progress had been made during the month, and that the weather had on the whole been favourable. The estimated expenditure for the year was placed before members and approved. A vote of thanks to the chairman concluded the proceedings.	[505, 749, 573, 804]
deare-right	[111, 98, 182, 129]
retail-row: Suratura D quality, 2/6 per lb.	[64, 685, 105, 689]
article-paragraph: The business of the day was entered upon at once, the minutes of the previous meeting being read and confirmed. Correspondence was received from various quarters, and after some discussion it was resolved that the matter should be referred to the works committee for report. The Engineer reported upon the condition of the works, stating that good progress had been made during the month, and that the weather had on the whole been favourable. The estimated expenditure for the year was placed before members and approved. A vote of thanks to the chairman concluded the proceedings.	[245, 1080, 308, 1139]
griffiths-sub: (Late of Bewley and Griffiths)	[5, 524, 58, 529]
manure-row	[1, 288, 62, 293]
retail-prices: RETAIL PRICES.	[77, 662, 109, 667]
article-body	[439, 1205, 504, 1264]
personal-heading: PERSONAL.	[202, 1105, 226, 1110]
article-paragraph: The business of the day was entered upon at once, the minutes of the previous meeting being read and confirmed. Correspondence was received from various quarters, and after some discussion it was resolved that the matter should be referred to the works committee for report. The Engineer reported upon the condition of the works, stating that good progress had been made during the month, and that the weather had on the whole been favourable. The estimated expenditure for the year was placed before members and approved. A vote of thanks to the chairman concluded the proceedings.	[245, 1883, 308, 1941]
article-paragraph: The business of the day was entered upon at once, the minutes of the previous meeting being read and confirmed. Correspondence was received from various quarters, and after some discussion it was resolved that the matter should be referred to the works committee for report. The Engineer reported upon the condition of the works, stating that good progress had been made during the month, and that the weather had on the whole been favourable. The estimated expenditure for the year was placed before members and approved. A vote of thanks to the chairman concluded the proceedings.	[439, 807, 504, 866]
arrived-text: Wellington, October 19: Rotoiti, from New Plymouth, at 5.45 a.m. Onehunga, October 19: Takapuna, from New Plymouth, at 7.30 a.m. Westport, October 19: Titoki, from New Plymouth.	[1, 52, 62, 72]
article-paragraph: The business of the day was entered upon at once, the minutes of the previous meeting being read and confirmed. Correspondence was received from various quarters, and after some discussion it was resolved that the matter should be referred to the works committee for report. The Engineer reported upon the condition of the works, stating that good progress had been made during the month, and that the weather had on the whole been favourable. The estimated expenditure for the year was placed before members and approved. A vote of thanks to the chairman concluded the proceedings.	[184, 2092, 244, 2156]
misc-heading: MISCELLANEOUS.	[520, 493, 558, 498]
waitara: WAITARA FREEZING WORKS	[2, 261, 61, 266]
henrich: J. W. Henrich's	[133, 388, 174, 396]
marks: L. MARKS	[133, 641, 174, 650]
article-paragraph: The business of the day was entered upon at once, the minutes of the previous meeting being read and confirmed. Correspondence was received from various quarters, and after some discussion it was resolved that the matter should be referred to the works committee for report. The Engineer reported upon the condition of the works, stating that good progress had been made during the month, and that the weather had on the whole been favourable. The estimated expenditure for the year was placed before members and approved. A vote of thanks to the chairman concluded the proceedings.	[310, 904, 373, 963]
pants: PANTS, double-seated, spaced knees	[124, 61, 175, 65]
article-paragraph: The business of the day was entered upon at once, the minutes of the previous meeting being read and confirmed. Correspondence was received from various quarters, and after some discussion it was resolved that the matter should be referred to the works committee for report. The Engineer reported upon the condition of the works, stating that good progress had been made during the month, and that the weather had on the whole been favourable. The estimated expenditure for the year was placed before members and approved. A vote of thanks to the chairman concluded the proceedings.	[374, 135, 437, 195]
article-paragraph: The business of the day was entered upon at once, the minutes of the previous meeting being read and confirmed. Correspondence was received from various quarters, and after some discussion it was resolved that the matter should be referred to the works committee for report. The Engineer reported upon the condition of the works, stating that good progress had been made during the month, and that the weather had on the whole been favourable. The estimated expenditure for the year was placed before members and approved. A vote of thanks to the chairman concluded the proceedings.	[184, 1436, 244, 1499]
judicial-heading: JUDICIAL.	[461, 793, 482, 799]
manure-price: 5 0 0	[55, 311, 62, 316]
article-paragraph: The business of the day was entered upon at once, the minutes of the previous meeting being read and confirmed. Correspondence was received from various quarters, and after some discussion it was resolved that the matter should be referred to the works committee for report. The Engineer reported upon the condition of the works, stating that good progress had been made during the month, and that the weather had on the whole been favourable. The estimated expenditure for the year was placed before members and approved. A vote of thanks to the chairman concluded the proceedings.	[374, 931, 437, 991]
underwear-heading: UNDERWEAR	[89, 28, 158, 39]
underwear-details	[64, 51, 182, 70]
article-paragraph: The business of the day was entered upon at once, the minutes of the previous meeting being read and confirmed. Correspondence was received from various quarters, and after some discussion it was resolved that the matter should be referred to the works committee for report. The Engineer reported upon the condition of the works, stating that good progress had been made during the month, and that the weather had on the whole been favourable. The estimated expenditure for the year was placed before members and approved. A vote of thanks to the chairman concluded the proceedings.	[374, 750, 437, 808]
why-pay-rent: WHY PAY RENT?	[128, 665, 179, 672]
okey-address: DEVON STREET.	[77, 578, 111, 583]
article-body	[439, 1077, 504, 1197]
whitaker: J. A. Whitaker	[73, 353, 113, 361]
sandals-text: FOR the children, in Tan and Black, just landed. Cool for the feet, and healthy for the youngsters. Sandals the children and make them healthy. All sizes.	[111, 98, 182, 115]
column-6-news	[374, 14, 437, 2576]
article-body	[184, 1768, 244, 2415]
article-paragraph: The business of the day was entered upon at once, the minutes of the previous meeting being read and confirmed. Correspondence was received from various quarters, and after some discussion it was resolved that the matter should be referred to the works committee for report. The Engineer reported upon the condition of the works, stating that good progress had been made during the month, and that the weather had on the whole been favourable. The estimated expenditure for the year was placed before members and approved. A vote of thanks to the chairman concluded the proceedings.	[245, 459, 308, 518]
article-paragraph: The business of the day was entered upon at once, the minutes of the previous meeting being read and confirmed. Correspondence was received from various quarters, and after some discussion it was resolved that the matter should be referred to the works committee for report. The Engineer reported upon the condition of the works, stating that good progress had been made during the month, and that the weather had on the whole been favourable. The estimated expenditure for the year was placed before members and approved. A vote of thanks to the chairman concluded the proceedings.	[310, 1026, 373, 1085]
this-week: THIS WEEK	[137, 559, 172, 567]
column-rule	[309, 13, 310, 929]
toilet-sets: TOILET SETS DINNER SETS	[126, 586, 182, 591]
article-paragraph: The business of the day was entered upon at once, the minutes of the previous meeting being read and confirmed. Correspondence was received from various quarters, and after some discussion it was resolved that the matter should be referred to the works committee for report. The Engineer reported upon the condition of the works, stating that good progress had been made during the month, and that the weather had on the whole been favourable. The estimated expenditure for the year was placed before members and approved. A vote of thanks to the chairman concluded the proceedings.	[245, 891, 308, 950]
arthur-yates: Arthur Yates & Co.	[76, 325, 110, 330]
column-2-ads	[64, 14, 182, 929]
total-heading: TOTAL RAILWAYS APPROPRIATIONS.	[452, 264, 491, 274]
article-paragraph: The business of the day was entered upon at once, the minutes of the previous meeting being read and confirmed. Correspondence was received from various quarters, and after some discussion it was resolved that the matter should be referred to the works committee for report. The Engineer reported upon the condition of the works, stating that good progress had been made during the month, and that the weather had on the whole been favourable. The estimated expenditure for the year was placed before members and approved. A vote of thanks to the chairman concluded the proceedings.	[374, 1235, 437, 1294]
article-paragraph: The business of the day was entered upon at once, the minutes of the previous meeting being read and confirmed. Correspondence was received from various quarters, and after some discussion it was resolved that the matter should be referred to the works committee for report. The Engineer reported upon the condition of the works, stating that good progress had been made during the month, and that the weather had on the whole been favourable. The estimated expenditure for the year was placed before members and approved. A vote of thanks to the chairman concluded the proceedings.	[439, 1076, 504, 1136]
manure-row	[1, 311, 62, 316]
newton-king: NEWTON KING,	[64, 248, 112, 256]
bicycles: BICYCLES.	[128, 267, 178, 278]
article-paragraph: The business of the day was entered upon at once, the minutes of the previous meeting being read and confirmed. Correspondence was received from various quarters, and after some discussion it was resolved that the matter should be referred to the works committee for report. The Engineer reported upon the condition of the works, stating that good progress had been made during the month, and that the weather had on the whole been favourable. The estimated expenditure for the year was placed before members and approved. A vote of thanks to the chairman concluded the proceedings.	[374, 1910, 437, 1969]
article-paragraph: The business of the day was entered upon at once, the minutes of the previous meeting being read and confirmed. Correspondence was received from various quarters, and after some discussion it was resolved that the matter should be referred to the works committee for report. The Engineer reported upon the condition of the works, stating that good progress had been made during the month, and that the weather had on the whole been favourable. The estimated expenditure for the year was placed before members and approved. A vote of thanks to the chairman concluded the proceedings.	[439, 1533, 504, 1592]
article-paragraph: The business of the day was entered upon at once, the minutes of the previous meeting being read and confirmed. Correspondence was received from various quarters, and after some discussion it was resolved that the matter should be referred to the works committee for report. The Engineer reported upon the condition of the works, stating that good progress had been made during the month, and that the weather had on the whole been favourable. The estimated expenditure for the year was placed before members and approved. A vote of thanks to the chairman concluded the proceedings.	[184, 391, 244, 454]
article-paragraph: The business of the day was entered upon at once, the minutes of the previous meeting being read and confirmed. Correspondence was received from various quarters, and after some discussion it was resolved that the matter should be referred to the works committee for report. The Engineer reported upon the condition of the works, stating that good progress had been made during the month, and that the weather had on the whole been favourable. The estimated expenditure for the year was placed before members and approved. A vote of thanks to the chairman concluded the proceedings.	[310, 2078, 373, 2137]
manure-name: Superphosphate	[1, 311, 24, 316]
other-heading: OTHER RAILWAY WORKS.	[445, 336, 498, 342]
reynolds: E. REYNOLDS & Co., Ltd.	[129, 323, 178, 340]
gamlin-text: WHILE thanking the public for their liberal support since we have opened, we beg to notify that we have now up-to-date machinery installed and are in a position to cater for customers in	[1, 139, 62, 160]
jam-ad	[64, 379, 122, 523]
article-paragraph: The business of the day was entered upon at once, the minutes of the previous meeting being read and confirmed. Correspondence was received from various quarters, and after some discussion it was resolved that the matter should be referred to the works committee for report. The Engineer reported upon the condition of the works, stating that good progress had been made during the month, and that the weather had on the whole been favourable. The estimated expenditure for the year was placed before members and approved. A vote of thanks to the chairman concluded the proceedings.	[505, 134, 573, 189]
article-paragraph: The business of the day was entered upon at once, the minutes of the previous meeting being read and confirmed. Correspondence was received from various quarters, and after some discussion it was resolved that the matter should be referred to the works committee for report. The Engineer reported upon the condition of the works, stating that good progress had been made during the month, and that the weather had on the whole been favourable. The estimated expenditure for the year was placed before members and approved. A vote of thanks to the chairman concluded the proceedings.	[505, 861, 573, 917]
baking-text: FROM time to time we have endeavoured to impress this on the ladies of New Plymouth. Take a pencil and paper and figure out the cost of your baking, and we will say that the ordinary method is costing you far more than buying from us.	[1, 408, 62, 433]
article-paragraph: The business of the day was entered upon at once, the minutes of the previous meeting being read and confirmed. Correspondence was received from various quarters, and after some discussion it was resolved that the matter should be referred to the works committee for report. The Engineer reported upon the condition of the works, stating that good progress had been made during the month, and that the weather had on the whole been favourable. The estimated expenditure for the year was placed before members and approved. A vote of thanks to the chairman concluded the proceedings.	[310, 1215, 373, 1274]
article-body	[310, 1154, 373, 1456]
electric-heading: ELECTRIC LIGHT.	[258, 702, 295, 707]
goldfields-heading: DEVELOPMENT OF GOLD FIELDS AND MINING.	[445, 1461, 498, 1471]
yates-text: Every kind of Vegetable and Flower Seed, every seed for farm requirements, reliable and true to name.	[66, 310, 120, 323]
article-paragraph: The business of the day was entered upon at once, the minutes of the previous meeting being read and confirmed. Correspondence was received from various quarters, and after some discussion it was resolved that the matter should be referred to the works committee for report. The Engineer reported upon the condition of the works, stating that good progress had been made during the month, and that the weather had on the whole been favourable. The estimated expenditure for the year was placed before members and approved. A vote of thanks to the chairman concluded the proceedings.	[374, 992, 437, 1052]
article-paragraph: The business of the day was entered upon at once, the minutes of the previous meeting being read and confirmed. Correspondence was received from various quarters, and after some discussion it was resolved that the matter should be referred to the works committee for report. The Engineer reported upon the condition of the works, stating that good progress had been made during the month, and that the weather had on the whole been favourable. The estimated expenditure for the year was placed before members and approved. A vote of thanks to the chairman concluded the proceedings.	[505, 1154, 573, 1209]
article-paragraph: The business of the day was entered upon at once, the minutes of the previous meeting being read and confirmed. Correspondence was received from various quarters, and after some discussion it was resolved that the matter should be referred to the works committee for report. The Engineer reported upon the condition of the works, stating that good progress had been made during the month, and that the weather had on the whole been favourable. The estimated expenditure for the year was placed before members and approved. A vote of thanks to the chairman concluded the proceedings.	[245, 1761, 308, 1820]
shipping-heading: SHIPPING.	[17, 16, 46, 23]
article-paragraph: The business of the day was entered upon at once, the minutes of the previous meeting being read and confirmed. Correspondence was received from various quarters, and after some discussion it was resolved that the matter should be referred to the works committee for report. The Engineer reported upon the condition of the works, stating that good progress had been made during the month, and that the weather had on the whole been favourable. The estimated expenditure for the year was placed before members and approved. A vote of thanks to the chairman concluded the proceedings.	[184, 520, 244, 584]
low-prices: LOW PRICES	[140, 290, 166, 295]
price-row	[64, 56, 122, 60]
grow-text: Few pursuits are healthy as gardening. Few as interesting and few so economical and profitable. But you must have good seeds.	[66, 280, 120, 297]
article-paragraph: The business of the day was entered upon at once, the minutes of the previous meeting being read and confirmed. Correspondence was received from various quarters, and after some discussion it was resolved that the matter should be referred to the works committee for report. The Engineer reported upon the condition of the works, stating that good progress had been made during the month, and that the weather had on the whole been favourable. The estimated expenditure for the year was placed before members and approved. A vote of thanks to the chairman concluded the proceedings.	[310, 594, 373, 653]
manure-name: Potato	[1, 297, 10, 302]
article-body	[439, 1272, 504, 1331]
article-paragraph: The business of the day was entered upon at once, the minutes of the previous meeting being read and confirmed. Correspondence was received from various quarters, and after some discussion it was resolved that the matter should be referred to the works committee for report. The Engineer reported upon the condition of the works, stating that good progress had been made during the month, and that the weather had on the whole been favourable. The estimated expenditure for the year was placed before members and approved. A vote of thanks to the chairman concluded the proceedings.	[374, 871, 437, 930]
article-body	[439, 942, 504, 1001]
business: MY BUSINESS IS HIGH CLASS TAILORING	[130, 629, 176, 639]
call: Call or write to us now.	[137, 315, 170, 319]
sole-agent: SOLE AGENT.	[155, 247, 182, 252]
divider	[505, 733, 573, 734]
article-paragraph: The business of the day was entered upon at once, the minutes of the previous meeting being read and confirmed. Correspondence was received from various quarters, and after some discussion it was resolved that the matter should be referred to the works committee for report. The Engineer reported upon the condition of the works, stating that good progress had been made during the month, and that the weather had on the whole been favourable. The estimated expenditure for the year was placed before members and approved. A vote of thanks to the chairman concluded the proceedings.	[439, 203, 504, 262]
article-paragraph: The business of the day was entered upon at once, the minutes of the previous meeting being read and confirmed. Correspondence was received from various quarters, and after some discussion it was resolved that the matter should be referred to the works committee for report. The Engineer reported upon the condition of the works, stating that good progress had been made during the month, and that the weather had on the whole been favourable. The estimated expenditure for the year was placed before members and approved. A vote of thanks to the chairman concluded the proceedings.	[374, 2517, 437, 2576]
burleigh: Burleigh Ware	[128, 575, 180, 585]
water-heading: UTILISATION OF WATER POWER.	[446, 464, 497, 474]
show-date-2: NOVEMBER 28 and 29, 1906.	[4, 610, 58, 615]
article-body	[439, 874, 504, 934]
goods-heading: NEW GOODS	[19, 333, 44, 338]
hookham-sign	[64, 70, 182, 81]
schools-heading: SCHOOLS.	[461, 1070, 482, 1075]
henrich-text: Fancy and Office Stationery, School Requisites. POST CARDS, POST CARDS. Photo Frames, Fire Screens, Toilet Requisites. Pictures (black and colour) and albums. Good Assortment of 6d. Novels.	[124, 415, 182, 440]
ads-row-1	[64, 263, 182, 379]
article-paragraph: The business of the day was entered upon at once, the minutes of the previous meeting being read and confirmed. Correspondence was received from various quarters, and after some discussion it was resolved that the matter should be referred to the works committee for report. The Engineer reported upon the condition of the works, stating that good progress had been made during the month, and that the weather had on the whole been favourable. The estimated expenditure for the year was placed before members and approved. A vote of thanks to the chairman concluded the proceedings.	[245, 958, 308, 1018]
tourist-heading: TOURIST AND HEALTH RESORTS.	[505, 127, 573, 132]
agricultural-heading: AGRICULTURAL.	[454, 1198, 489, 1203]
shirts: SHIRTS, long sleeve, spliced elbows, silk ventilated gussets.	[124, 51, 182, 59]
article-paragraph: The business of the day was entered upon at once, the minutes of the previous meeting being read and confirmed. Correspondence was received from various quarters, and after some discussion it was resolved that the matter should be referred to the works committee for report. The Engineer reported upon the condition of the works, stating that good progress had been made during the month, and that the weather had on the whole been favourable. The estimated expenditure for the year was placed before members and approved. A vote of thanks to the chairman concluded the proceedings.	[245, 149, 308, 208]
expected-heading: EXPECTED ARRIVALS.	[9, 74, 54, 79]
article-paragraph: The business of the day was entered upon at once, the minutes of the previous meeting being read and confirmed. Correspondence was received from various quarters, and after some discussion it was resolved that the matter should be referred to the works committee for report. The Engineer reported upon the condition of the works, stating that good progress had been made during the month, and that the weather had on the whole been favourable. The estimated expenditure for the year was placed before members and approved. A vote of thanks to the chairman concluded the proceedings.	[245, 1953, 308, 2012]
